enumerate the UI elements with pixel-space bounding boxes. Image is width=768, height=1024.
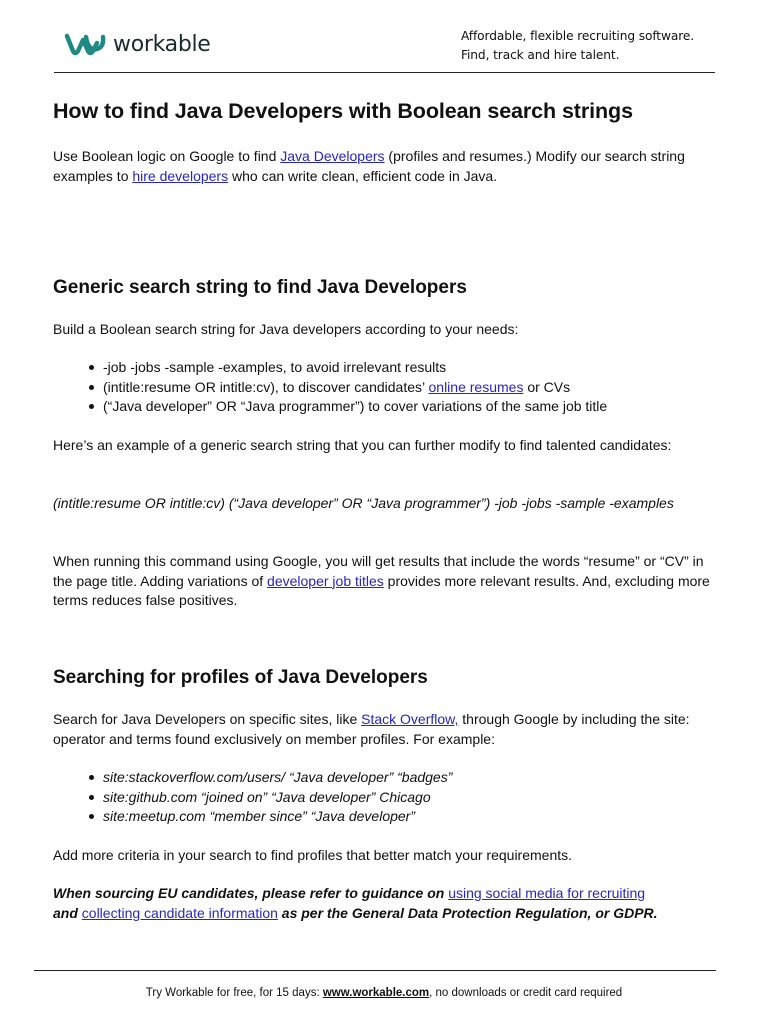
tagline-line-2: Find, track and hire talent. xyxy=(461,48,620,62)
section-profiles-lead: Search for Java Developers on specific sites, like Stack Overflow, through Google by including the site: operator and terms found exclusively on member profiles. For example: xyxy=(53,711,690,747)
header-divider xyxy=(54,72,715,73)
candidate-information-link[interactable]: collecting candidate information xyxy=(81,904,278,921)
list-item: site:meetup.com “member since” “Java developer” xyxy=(88,807,718,827)
result-paragraph: When running this command using Google, you will get results that include the words “resume” or “CV” in the page title. Adding variations of developer job titles provides more relevant results. And, excluding more terms reduces false positives. xyxy=(53,553,710,608)
developer-job-titles-link[interactable]: developer job titles xyxy=(267,572,384,589)
list-item: site:stackoverflow.com/users/ “Java developer” “badges” xyxy=(88,768,718,788)
intro-paragraph: Use Boolean logic on Google to find Java Developers (profiles and resumes.) Modify our search string examples to hire developers who can write clean, efficient code in Java. xyxy=(53,148,685,184)
java-developers-link[interactable]: Java Developers xyxy=(280,148,385,164)
workable-logo-icon xyxy=(64,31,108,57)
tagline-line-1: Affordable, flexible recruiting software. xyxy=(461,29,695,43)
page-title: How to find Java Developers with Boolean search strings xyxy=(53,99,633,123)
list-item: (“Java developer” OR “Java programmer”) to cover variations of the same job title xyxy=(88,397,718,417)
header-tagline xyxy=(461,27,694,65)
social-media-recruiting-link[interactable]: using social media for recruiting xyxy=(448,885,646,901)
hire-developers-link[interactable]: hire developers xyxy=(132,167,229,184)
list-item: site:github.com “joined on” “Java developer” Chicago xyxy=(88,788,718,808)
section-generic-heading: Generic search string to find Java Developers xyxy=(53,277,467,298)
page-footer: Try Workable for free, for 15 days: www.workable.com, no downloads or credit card required xyxy=(145,987,623,999)
section-generic-lead: Build a Boolean search string for Java developers according to your needs: xyxy=(53,321,519,337)
logo-text: workable xyxy=(113,31,211,57)
workable-logo[interactable] xyxy=(64,29,211,59)
list-item: (intitle:resume OR intitle:cv), to discover candidates’ online resumes or CVs xyxy=(88,378,718,398)
list-item: -job -jobs -sample -examples, to avoid irrelevant results xyxy=(88,358,718,378)
example-search-string: (intitle:resume OR intitle:cv) (“Java developer” OR “Java programmer”) -job -jobs -sample -examples xyxy=(53,495,674,511)
generic-bullet-list xyxy=(88,358,718,417)
section-profiles-heading: Searching for profiles of Java Developers xyxy=(53,667,428,688)
footer-divider xyxy=(34,970,716,971)
example-intro: Here’s an example of a generic search string that you can further modify to find talented candidates: xyxy=(53,437,672,453)
more-criteria-paragraph: Add more criteria in your search to find profiles that better match your requirements. xyxy=(53,847,573,863)
page-header xyxy=(0,0,768,74)
profile-search-list xyxy=(88,768,718,827)
gdpr-notice: When sourcing EU candidates, please refer to guidance on using social media for recruiting and collecting candidate information as per the General Data Protection Regulation, or GDPR. xyxy=(53,885,658,921)
online-resumes-link[interactable]: online resumes xyxy=(428,378,524,395)
workable-website-link[interactable]: www.workable.com xyxy=(322,987,430,999)
stack-overflow-link[interactable]: Stack Overflow, xyxy=(361,711,459,727)
